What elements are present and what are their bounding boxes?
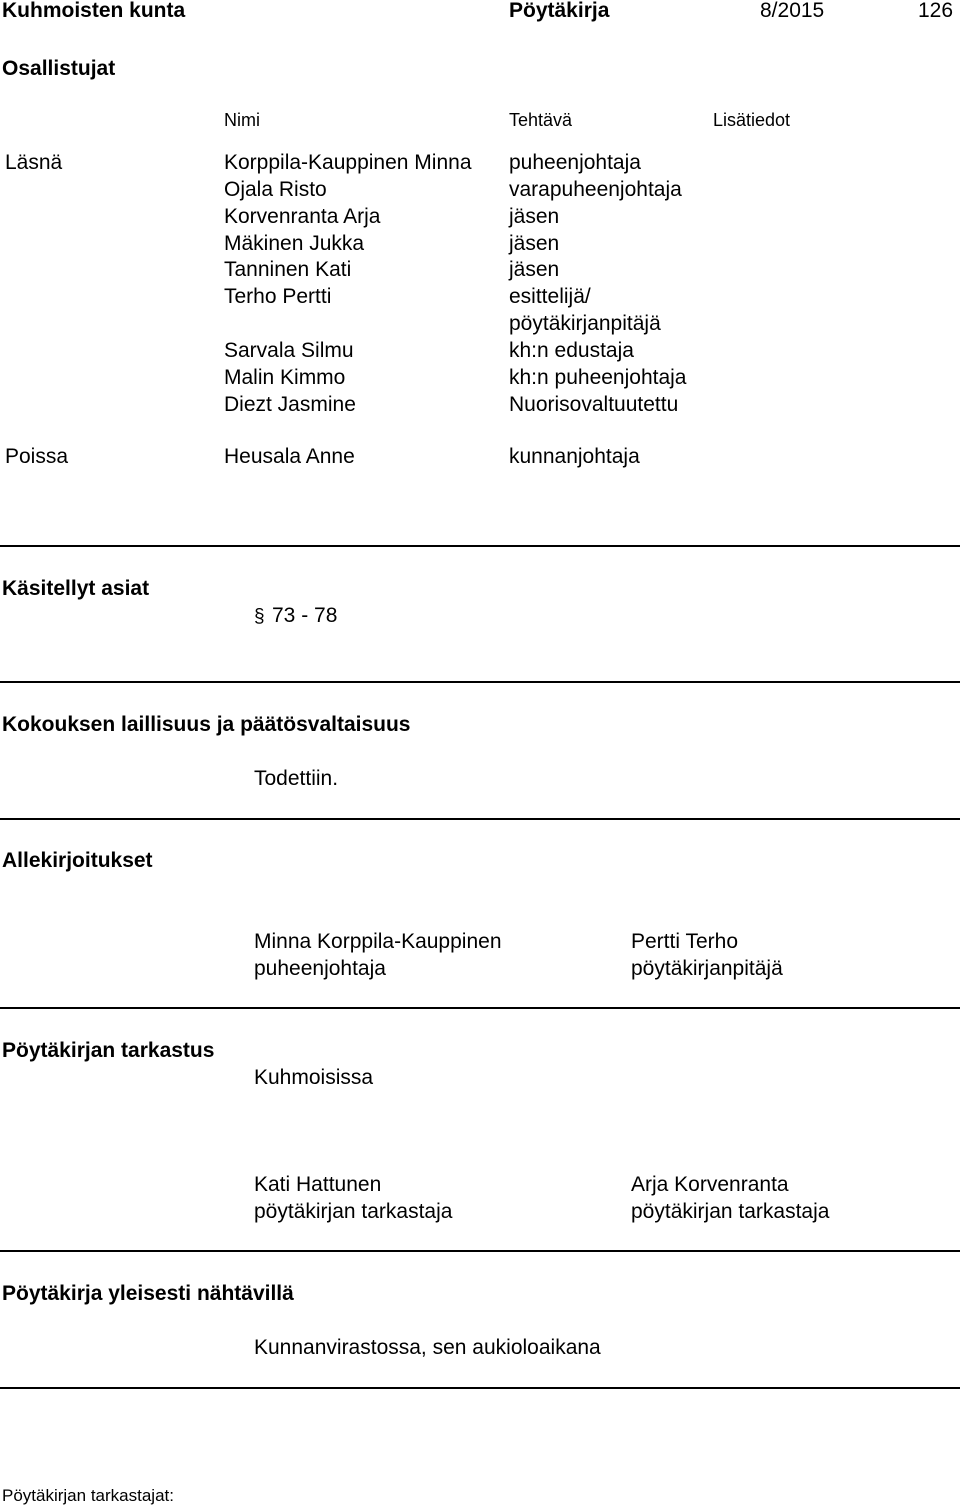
absent-participant-name: Heusala Anne: [224, 445, 355, 468]
section-divider: [0, 681, 960, 683]
signer-role: pöytäkirjanpitäjä: [631, 957, 783, 980]
participant-role: kh:n edustaja: [509, 339, 634, 362]
section-symbol-icon: §: [254, 606, 265, 627]
absent-participant-role: kunnanjohtaja: [509, 445, 640, 468]
legality-heading: Kokouksen laillisuus ja päätösvaltaisuus: [2, 713, 411, 736]
signatures-heading: Allekirjoitukset: [2, 849, 153, 872]
present-label: Läsnä: [5, 151, 63, 174]
section-divider: [0, 1387, 960, 1389]
participant-role: jäsen: [509, 258, 560, 281]
section-divider: [0, 1007, 960, 1009]
footer-label: Pöytäkirjan tarkastajat:: [2, 1486, 174, 1505]
participant-name: Tanninen Kati: [224, 258, 352, 281]
public-text: Kunnanvirastossa, sen aukioloaikana: [254, 1336, 601, 1359]
column-header-role: Tehtävä: [509, 110, 573, 130]
participant-name: Mäkinen Jukka: [224, 232, 365, 255]
participant-name: Ojala Risto: [224, 178, 327, 201]
signer-name: Minna Korppila-Kauppinen: [254, 930, 502, 953]
participant-role: Nuorisovaltuutettu: [509, 393, 679, 416]
participant-name: Korppila-Kauppinen Minna: [224, 151, 472, 174]
participant-role: varapuheenjohtaja: [509, 178, 682, 201]
review-place: Kuhmoisissa: [254, 1066, 374, 1089]
public-heading: Pöytäkirja yleisesti nähtävillä: [2, 1282, 294, 1305]
matters-heading: Käsitellyt asiat: [2, 577, 150, 600]
participant-role: esittelijä/: [509, 285, 591, 308]
absent-label: Poissa: [5, 445, 69, 468]
participant-role: jäsen: [509, 232, 560, 255]
section-divider: [0, 545, 960, 547]
page-number: 126: [918, 0, 954, 22]
document-number: 8/2015: [760, 0, 825, 22]
section-divider: [0, 818, 960, 820]
column-header-name: Nimi: [224, 110, 260, 130]
signer-role: puheenjohtaja: [254, 957, 386, 980]
participant-name: Sarvala Silmu: [224, 339, 354, 362]
column-header-info: Lisätiedot: [713, 110, 791, 130]
participant-name: Diezt Jasmine: [224, 393, 356, 416]
reviewer-role: pöytäkirjan tarkastaja: [631, 1200, 830, 1223]
participant-role: puheenjohtaja: [509, 151, 641, 174]
document-type: Pöytäkirja: [509, 0, 610, 22]
participant-role-continued: pöytäkirjanpitäjä: [509, 312, 661, 335]
reviewer-name: Arja Korvenranta: [631, 1173, 789, 1196]
matters-range: 73 - 78: [272, 604, 338, 627]
organization-name: Kuhmoisten kunta: [2, 0, 186, 22]
participant-name: Terho Pertti: [224, 285, 332, 308]
participant-name: Korvenranta Arja: [224, 205, 381, 228]
participant-name: Malin Kimmo: [224, 366, 346, 389]
section-divider: [0, 1250, 960, 1252]
signer-name: Pertti Terho: [631, 930, 738, 953]
legality-text: Todettiin.: [254, 767, 339, 790]
participant-role: jäsen: [509, 205, 560, 228]
review-heading: Pöytäkirjan tarkastus: [2, 1039, 215, 1062]
participants-heading: Osallistujat: [2, 57, 116, 80]
reviewer-name: Kati Hattunen: [254, 1173, 382, 1196]
participant-role: kh:n puheenjohtaja: [509, 366, 687, 389]
reviewer-role: pöytäkirjan tarkastaja: [254, 1200, 453, 1223]
